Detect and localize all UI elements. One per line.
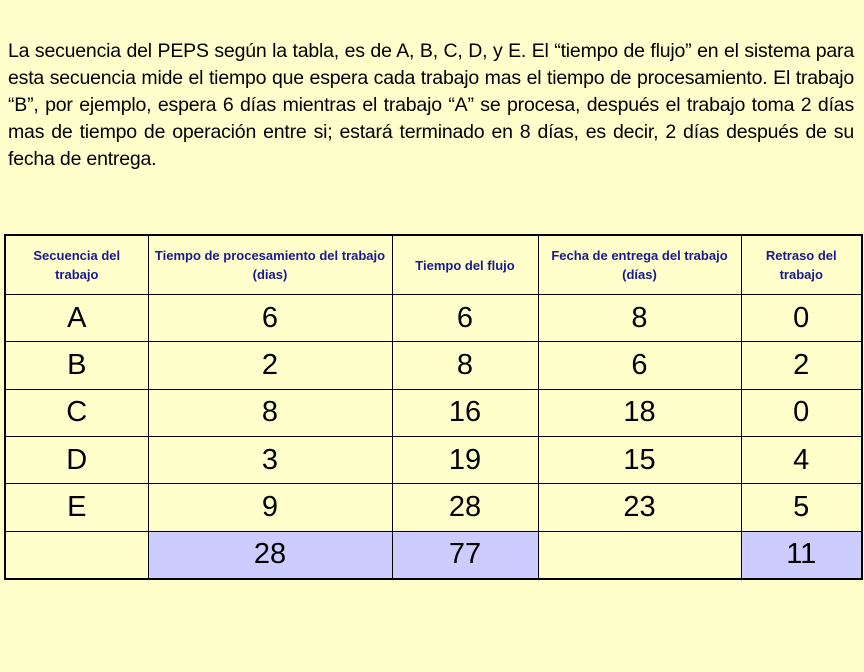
cell-flow-time: 28 <box>392 484 538 531</box>
cell-flow-time: 6 <box>392 295 538 342</box>
cell-job: E <box>5 484 148 531</box>
table-row <box>5 295 862 342</box>
cell-processing-time: 9 <box>148 484 392 531</box>
cell-processing-time: 2 <box>148 342 392 389</box>
total-processing-time: 28 <box>148 531 392 579</box>
cell-processing-time: 8 <box>148 389 392 436</box>
total-empty-cell <box>538 531 741 579</box>
header-flow-time: Tiempo del flujo <box>392 235 538 295</box>
cell-flow-time: 8 <box>392 342 538 389</box>
cell-job: B <box>5 342 148 389</box>
cell-delay: 0 <box>741 295 862 342</box>
table-row <box>5 484 862 531</box>
intro-paragraph: La secuencia del PEPS según la tabla, es de A, B, C, D, y E. El “tiempo de flujo” en el sistema para esta secuencia mide el tiempo que espera cada trabajo mas el tiempo de procesamiento. El trabajo “B”, por ejemplo, espera 6 días mientras el trabajo “A” se procesa, después el trabajo toma 2 días mas de tiempo de operación entre si; estará terminado en 8 días, es decir, 2 días después de su fecha de entrega. <box>8 40 854 170</box>
table-row <box>5 436 862 483</box>
cell-processing-time: 3 <box>148 436 392 483</box>
cell-due-date: 23 <box>538 484 741 531</box>
cell-processing-time: 6 <box>148 295 392 342</box>
cell-job: A <box>5 295 148 342</box>
cell-due-date: 15 <box>538 436 741 483</box>
table-header-row <box>5 235 862 295</box>
cell-flow-time: 16 <box>392 389 538 436</box>
cell-due-date: 18 <box>538 389 741 436</box>
cell-flow-time: 19 <box>392 436 538 483</box>
peps-sequence-table <box>4 234 863 580</box>
header-job-sequence: Secuencia del trabajo <box>5 235 148 295</box>
header-due-date: Fecha de entrega del trabajo (días) <box>538 235 741 295</box>
total-delay: 11 <box>741 531 862 579</box>
cell-delay: 2 <box>741 342 862 389</box>
cell-delay: 0 <box>741 389 862 436</box>
table-row <box>5 342 862 389</box>
cell-due-date: 6 <box>538 342 741 389</box>
cell-job: C <box>5 389 148 436</box>
cell-delay: 5 <box>741 484 862 531</box>
table-row <box>5 389 862 436</box>
cell-delay: 4 <box>741 436 862 483</box>
total-flow-time: 77 <box>392 531 538 579</box>
cell-job: D <box>5 436 148 483</box>
header-processing-time: Tiempo de procesamiento del trabajo (dias) <box>148 235 392 295</box>
totals-row <box>5 531 862 579</box>
total-empty-cell <box>5 531 148 579</box>
cell-due-date: 8 <box>538 295 741 342</box>
header-job-delay: Retraso del trabajo <box>741 235 862 295</box>
